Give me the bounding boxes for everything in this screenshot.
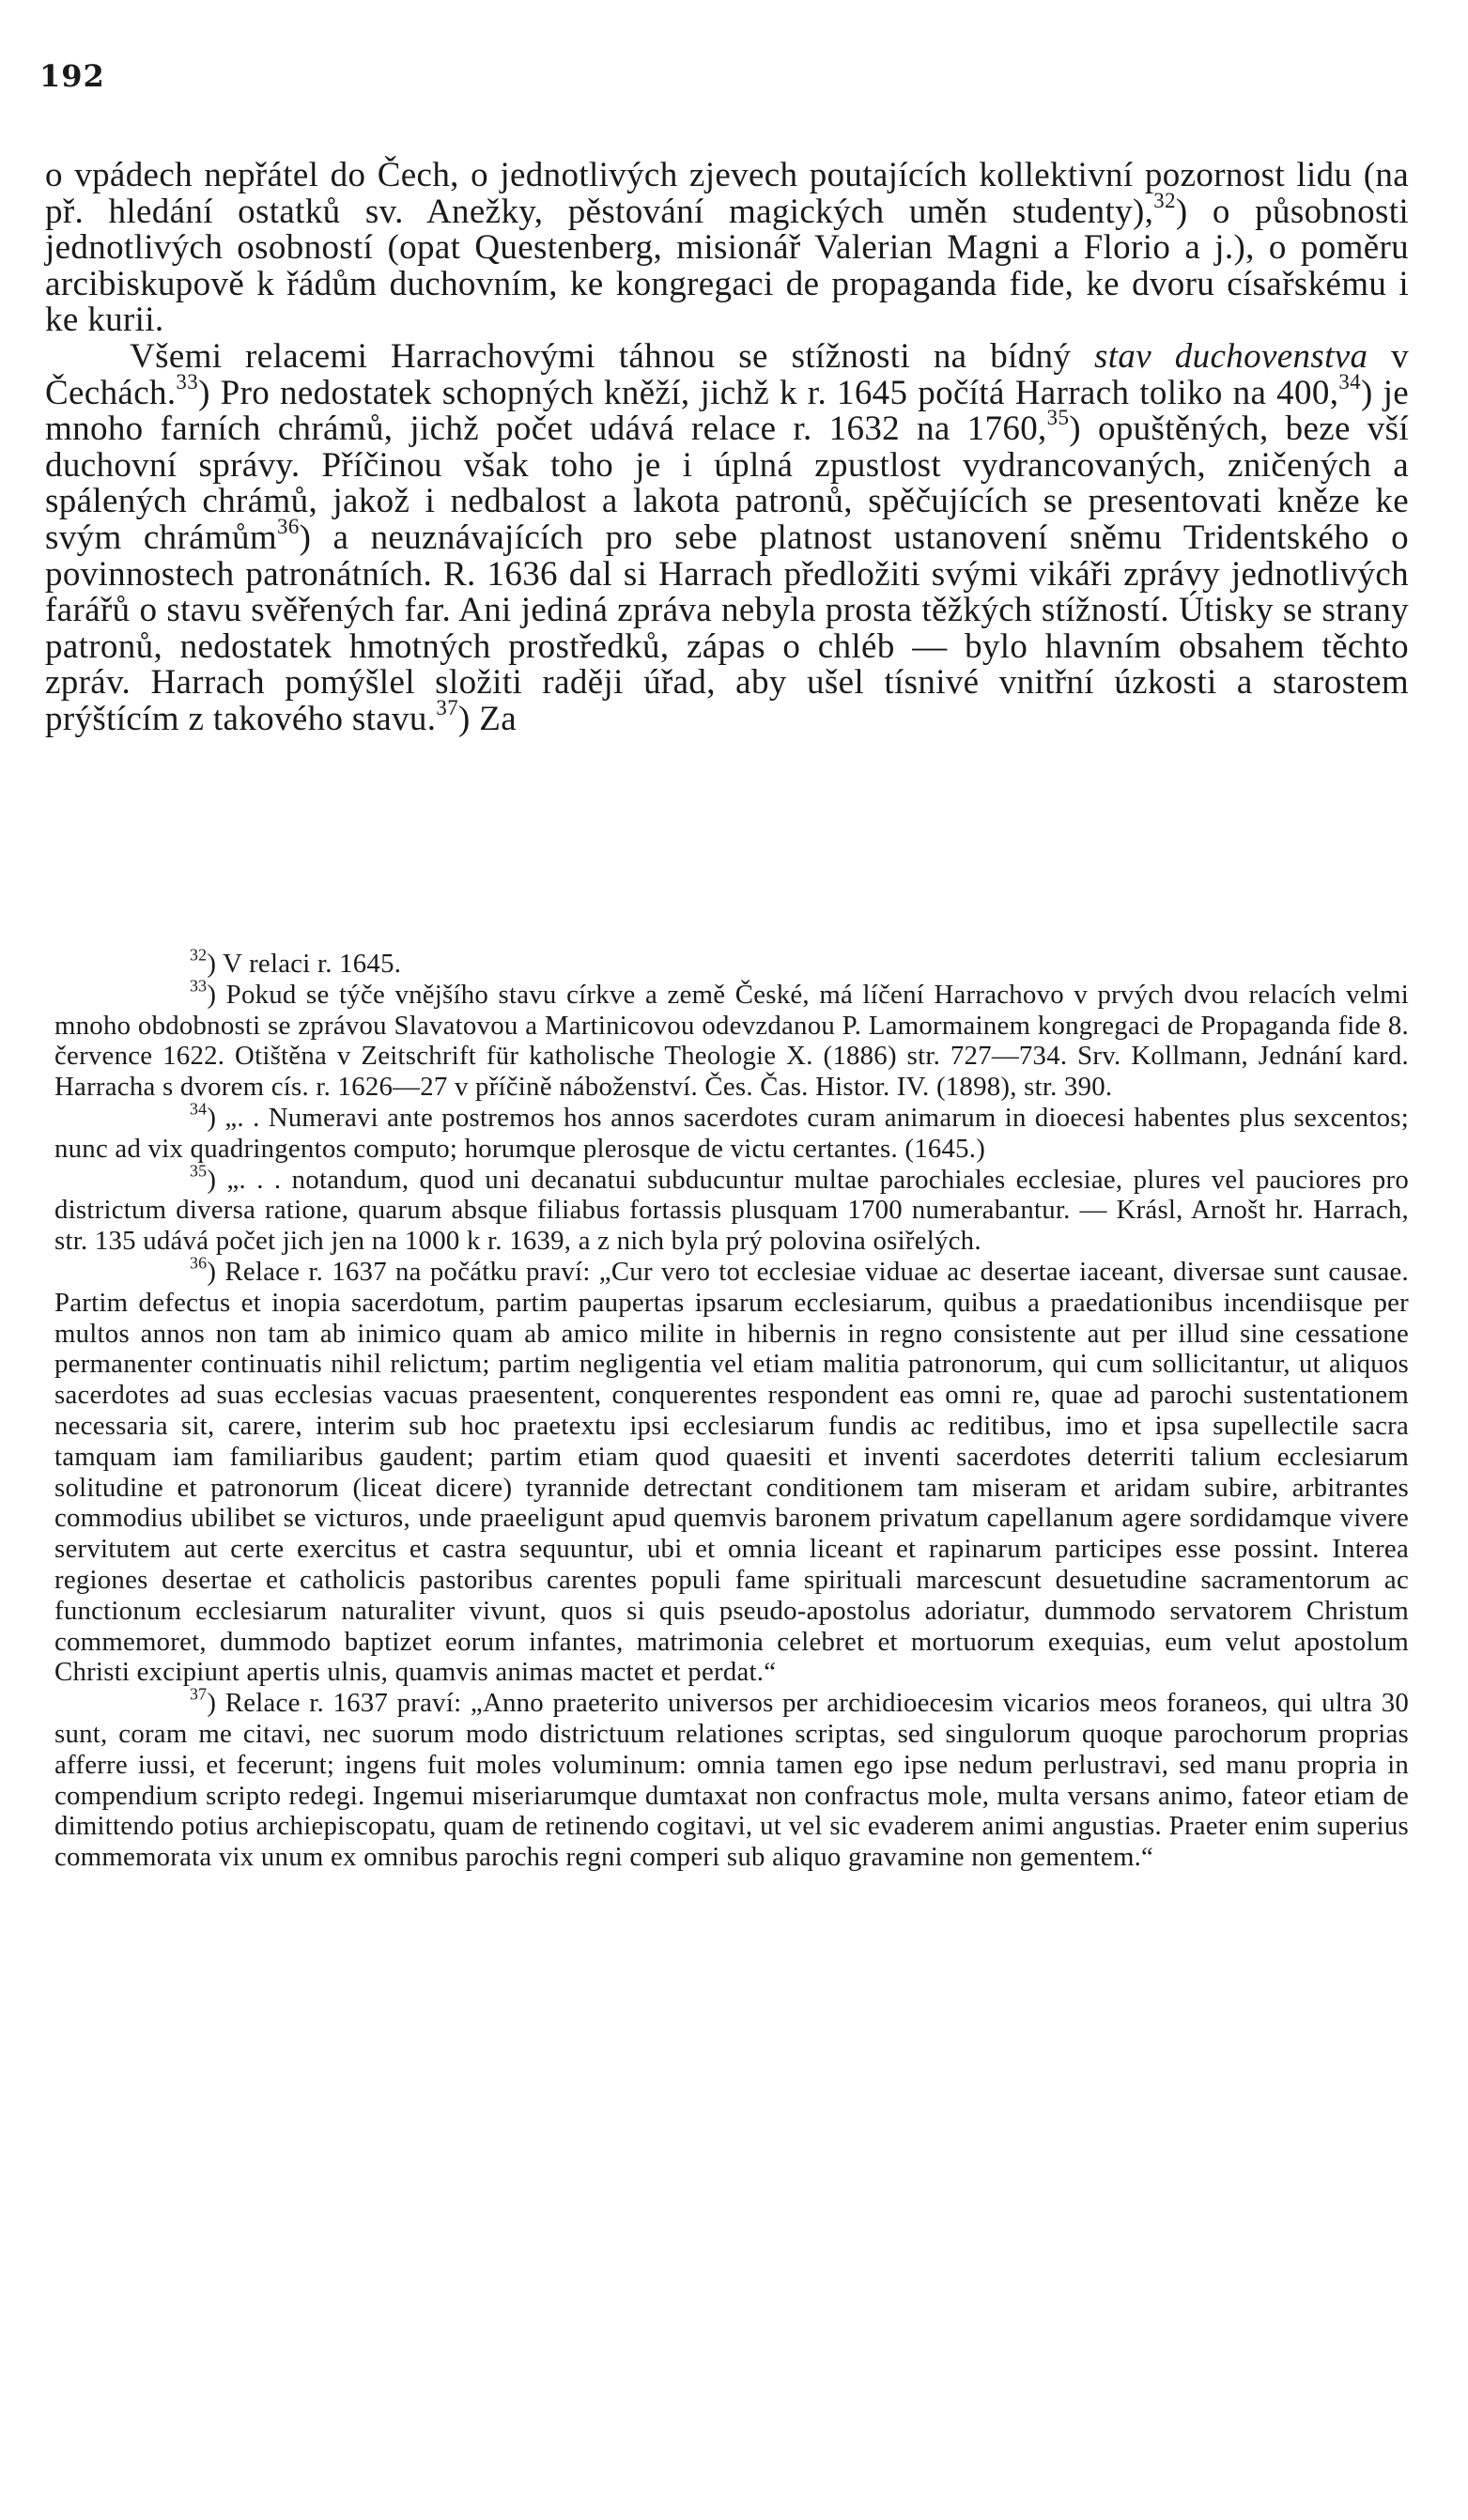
- p1-text-1: o vpádech nepřátel do Čech, o jednotlivých zjevech poutajících kollektivní pozornost lidu (na př. hledání ostatků sv. Anežky, pěstování magických uměn studenty),: [45, 156, 1409, 231]
- footnote-number: 36: [190, 1253, 208, 1273]
- p2-text-1: Všemi relacemi Harrachovými táhnou se stížnosti na bídný: [130, 336, 1095, 376]
- p2-text-5: ) opuštěných, beze vší duchovní správy. Příčinou však toho je i úplná zpustlost vydrancovaných, zničených a spálených chrámů, jakož i nedbalost a lakota patronů, spěčujících se presentovati kněze ke svým chrámům: [45, 410, 1409, 557]
- p1-text-2: ) o působnosti jednotlivých osobností (opat Questenberg, misionář Valerian Magni a Florio a j.), o poměru arcibiskupově k řádům duchovním, ke kongregaci de propaganda fide, ke dvoru císařskému i ke kurii.: [45, 192, 1409, 340]
- page-number: 192: [39, 58, 105, 94]
- p2-text-2: v Čechách.: [45, 336, 1409, 412]
- footnote-ref-33[interactable]: 33: [176, 369, 199, 394]
- p2-text-3: ) Pro nedostatek schopných kněží, jichž k r. 1645 počítá Harrach toliko na 400,: [198, 373, 1339, 412]
- footnote-number: 35: [190, 1161, 208, 1181]
- main-text: [45, 158, 1409, 738]
- p2-text-4: ) je mnoho farních chrámů, jichž počet udává relace r. 1632 na 1760,: [45, 373, 1409, 449]
- p2-text-7: ) Za: [458, 699, 518, 738]
- p2-text-6: ) a neuznávajících pro sebe platnost ustanovení sněmu Tridentského o povinnostech patronátních. R. 1636 dal si Harrach předložiti svými vikáři zprávy jednotlivých farářů o stavu svěřených far. Ani jediná zpráva nebyla prosta těžkých stížností. Útisky se strany patronů, nedostatek hmotných prostředků, zápas o chléb — bylo hlavním obsahem těchto zpráv. Harrach pomýšlel složiti raději úřad, aby ušel tísnivé vnitřní úzkosti a starostem prýštícím z takového stavu.: [45, 518, 1409, 738]
- footnote-number: 37: [190, 1684, 208, 1704]
- footnote-ref-32[interactable]: 32: [1153, 188, 1176, 212]
- footnote-text: ) „. . Numeravi ante postremos hos annos sacerdotes curam animarum in dioecesi habentes plus sexcentos; nunc ad vix quadringentos computo; horumque plerosque de victu certantes. (1645.): [54, 1102, 1409, 1164]
- footnotes: [54, 945, 1409, 1873]
- footnote-text: ) Relace r. 1637 na počátku praví: „Cur vero tot ecclesiae viduae ac desertae iaceant, diversae sunt causae. Partim defectus et inopia sacerdotum, partim paupertas ipsarum ecclesiarum, quibus a praedationibus incendiisque per multos annos non tam ab inimico quam ab amico milite in hibernis in regno consistente aut per illud sine cessatione permanenter continuatis nihil relictum; partim negligentia vel etiam malitia patronorum, qui cum sollicitantur, ut aliquos sacerdotes ad suas ecclesias vacuas praesentent, conquerentes respondent eas omni re, quae ad parochi sustentationem necessaria sit, carere, interim sub hoc praetextu ipsi ecclesiarum fundis ac reditibus, imo et ipsa supellectile sacra tamquam iam familiaribus gaudent; partim etiam quod quaesiti et inventi sacerdotes deterriti talium ecclesiarum solitudine et patronorum (liceat dicere) tyrannide detrectant conditionem tam miseram et aridam subire, arbitrantes commodius ubilibet se victuros, unde praeeligunt apud quemvis baronem privatum capellanum agere sordidamque vivere servitutem aut certe exercitus et castra sequuntur, ubi et omnia liceant et rapinarum participes esse possint. Interea regiones desertae et catholicis pastoribus carentes populi fame spirituali marcescunt desuetudine sacramentorum ac functionum ecclesiarum naturaliter vivunt, quos si quis pseudo-apostolus adoriatur, dummodo servatorem Christum commemoret, dummodo baptizet eorum infantes, matrimonia celebret et mortuorum exequias, eum velut apostolum Christi excipiunt apertis ulnis, quamvis animas mactet et perdat.“: [54, 1256, 1409, 1688]
- footnote-ref-37[interactable]: 37: [436, 695, 459, 719]
- footnote-number: 33: [190, 976, 208, 996]
- footnote-text: ) „. . . notandum, quod uni decanatui subducuntur multae parochiales ecclesiae, plures vel pauciores pro districtum diversa ratione, quarum absque filiabus fortassis plusquam 1700 numerabantur. — Krásl, Arnošt hr. Harrach, str. 135 udává počet jich jen na 1000 k r. 1639, a z nich byla prý polovina osiřelých.: [54, 1164, 1409, 1257]
- footnote-ref-34[interactable]: 34: [1338, 369, 1361, 394]
- footnote-ref-35[interactable]: 35: [1046, 406, 1070, 430]
- p2-italic-term: stav duchovenstva: [1094, 336, 1368, 376]
- footnote-text: ) V relaci r. 1645.: [207, 949, 402, 979]
- paragraph-2: [45, 336, 1409, 738]
- footnote-37: [54, 1684, 1409, 1873]
- footnote-36: [54, 1253, 1409, 1688]
- footnote-34: [54, 1099, 1409, 1165]
- footnote-ref-36[interactable]: 36: [277, 514, 300, 538]
- footnote-33: [54, 976, 1409, 1103]
- footnote-text: ) Pokud se týče vnějšího stavu církve a země České, má líčení Harrachovo v prvých dvou relacích velmi mnoho obdobnosti se zprávou Slavatovou a Martinicovou odevzdanou P. Lamormainem kongregaci de Propaganda fide 8. července 1622. Otištěna v Zeitschrift für katholische Theologie X. (1886) str. 727—734. Srv. Kollmann, Jednání kard. Harracha s dvorem cís. r. 1626—27 v příčině náboženství. Čes. Čas. Histor. IV. (1898), str. 390.: [54, 979, 1409, 1103]
- footnote-number: 34: [190, 1099, 208, 1119]
- footnote-text: ) Relace r. 1637 praví: „Anno praeterito universos per archidioecesim vicarios meos foraneos, qui ultra 30 sunt, coram me citavi, nec suorum modo districtuum relationes scriptas, sed singulorum quoque parochorum proprias afferre iussi, et fecerunt; ingens fuit moles voluminum: omnia tamen ego ipse nedum perlustravi, sed manu propria in compendium scripto redegi. Ingemui miseriarumque dumtaxat non confractus mole, multa versans animo, fateor etiam de dimittendo potius archiepiscopatu, quam de retinendo cogitavi, ut vel sic evaderem animi angustias. Praeter enim superius commemorata vix unum ex omnibus parochis regni comperi sub aliquo gravamine non gementem.“: [54, 1688, 1409, 1873]
- footnote-32: [54, 945, 1409, 980]
- footnote-35: [54, 1161, 1409, 1257]
- paragraph-1: [45, 158, 1409, 339]
- footnote-number: 32: [190, 945, 208, 965]
